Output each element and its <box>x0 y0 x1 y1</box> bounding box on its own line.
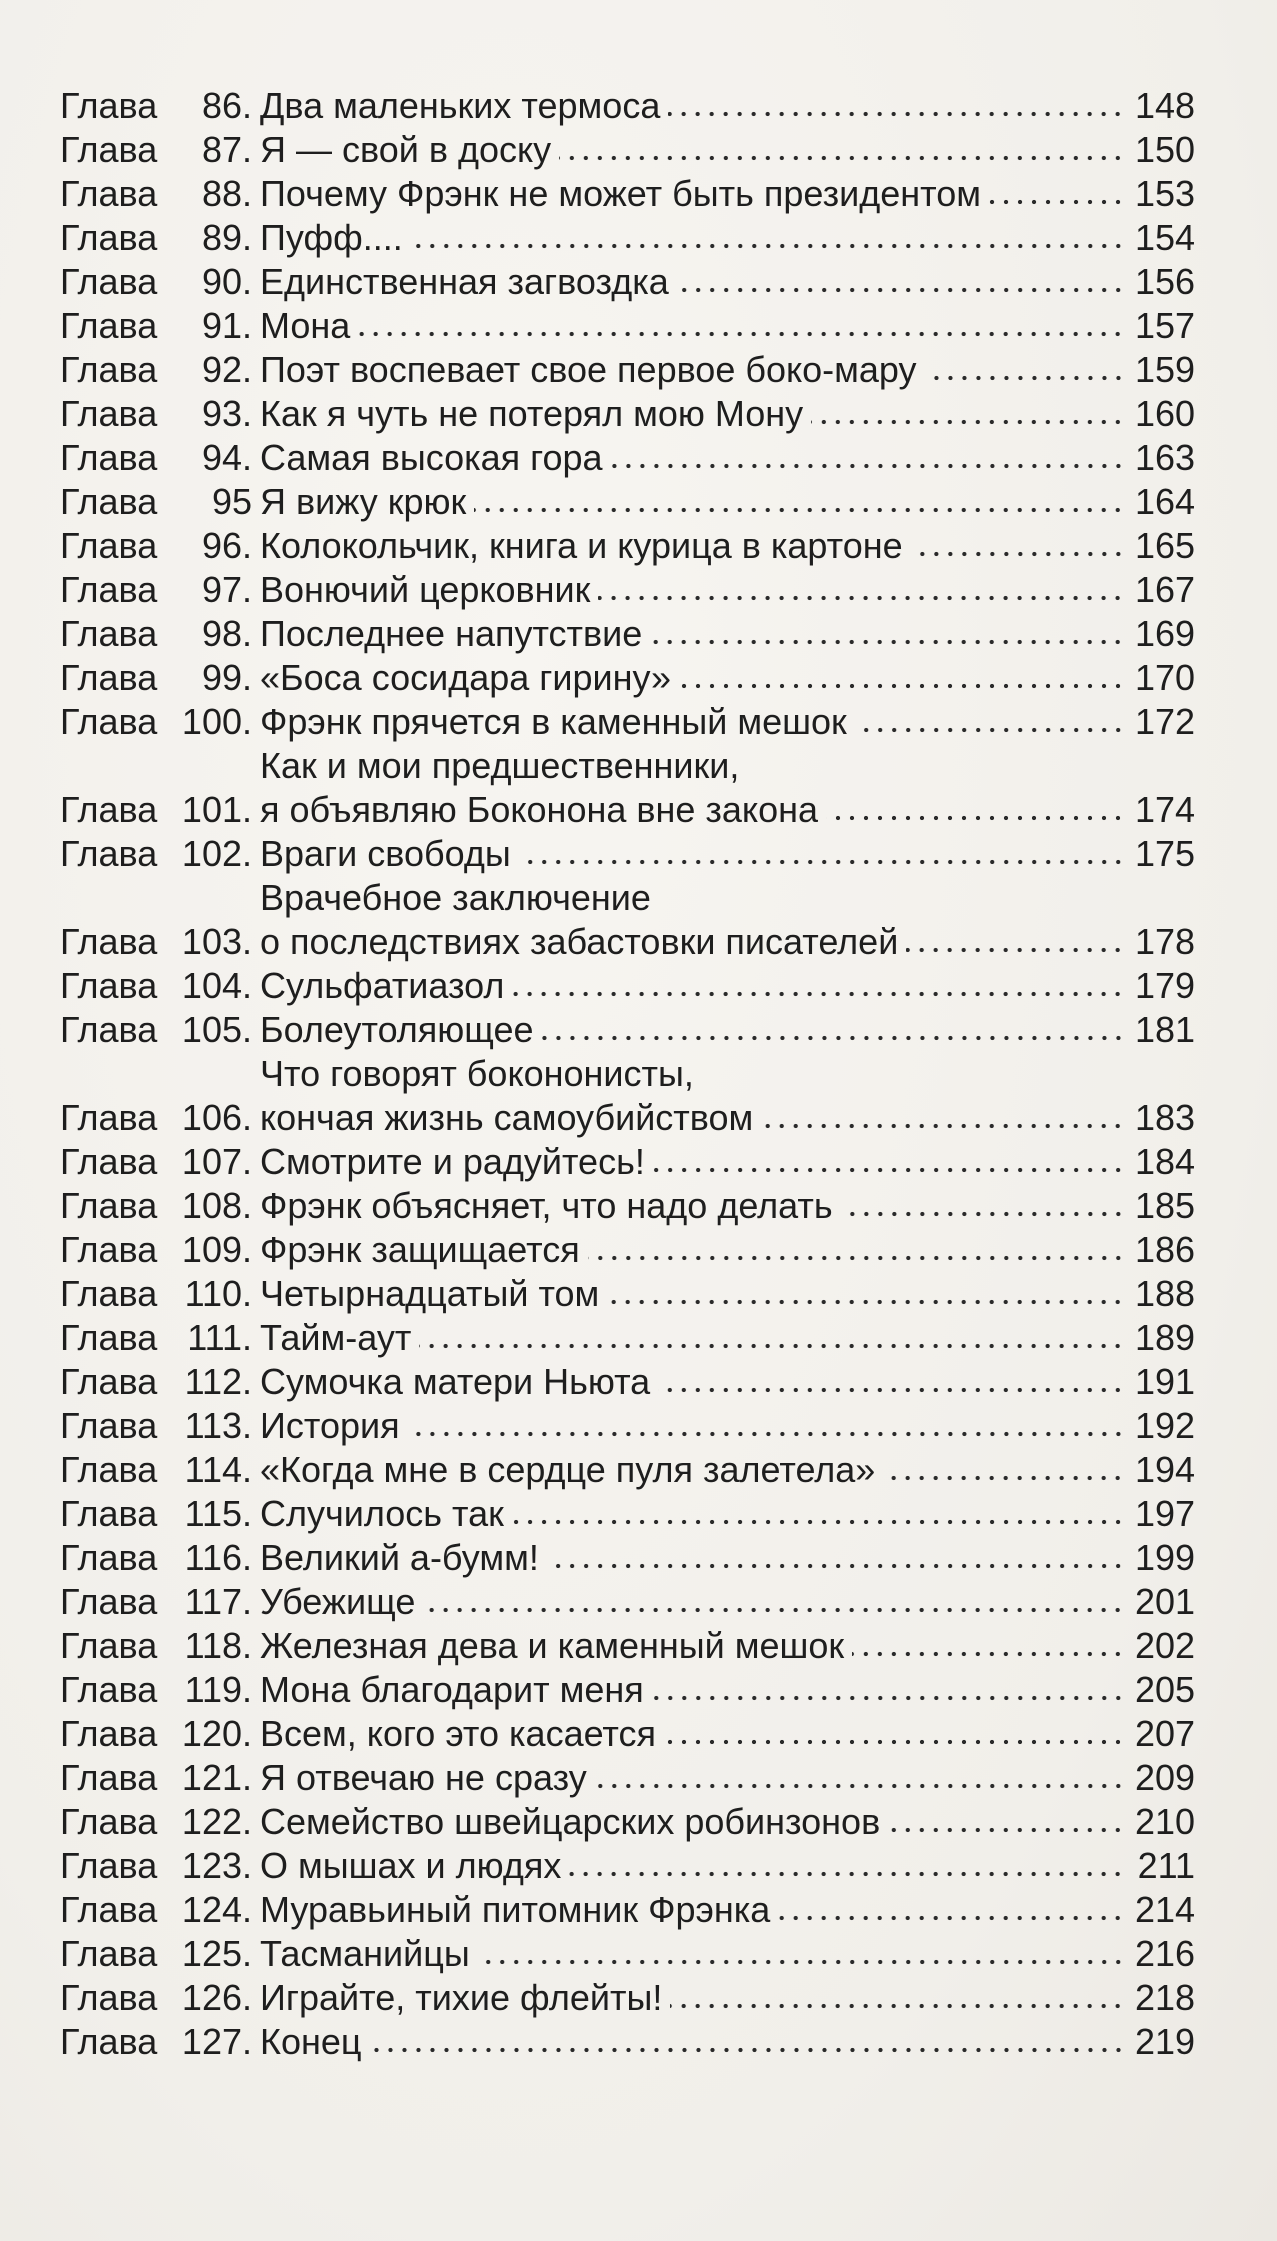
chapter-label: Глава <box>60 1317 158 1358</box>
chapter-label: Глава <box>60 789 158 830</box>
chapter-number: 114. <box>184 1449 252 1490</box>
toc-entry <box>60 1404 1195 1448</box>
toc-entry <box>60 304 1195 348</box>
chapter-number: 93. <box>201 393 252 434</box>
chapter-label: Глава <box>60 921 158 962</box>
chapter-title: Что говорят бокононисты, <box>260 1053 694 1094</box>
chapter-title: Как и мои предшественники, <box>260 745 740 786</box>
chapter-title: Конец <box>260 2021 362 2062</box>
chapter-title: Последнее напутствие <box>260 613 643 654</box>
chapter-label: Глава <box>60 1933 158 1974</box>
page-number: 218 <box>1135 1977 1196 2018</box>
toc-entry <box>60 348 1195 392</box>
toc-entry <box>60 480 1195 524</box>
page-number: 214 <box>1135 1889 1196 1930</box>
chapter-label: Глава <box>60 657 158 698</box>
chapter-title: Фрэнк прячется в каменный мешок <box>260 701 847 742</box>
toc-entry <box>60 216 1195 260</box>
chapter-number: 112. <box>184 1361 252 1402</box>
chapter-number: 98. <box>201 613 252 654</box>
table-of-contents <box>60 84 1195 2064</box>
dot-leader <box>811 419 1125 425</box>
chapter-label: Глава <box>60 261 158 302</box>
toc-entry <box>60 1316 1195 1360</box>
page-number: 174 <box>1135 789 1196 830</box>
chapter-label: Глава <box>60 1361 158 1402</box>
dot-leader <box>519 859 1125 865</box>
chapter-number: 100. <box>181 701 252 742</box>
toc-entry <box>60 1184 1195 1228</box>
page-number: 179 <box>1135 965 1196 1006</box>
chapter-title: Всем, кого это касается <box>260 1713 656 1754</box>
dot-leader <box>423 1607 1125 1613</box>
chapter-number: 102. <box>181 833 252 874</box>
dot-leader <box>911 551 1125 557</box>
dot-leader <box>652 1695 1125 1701</box>
chapter-title: Мона благодарит меня <box>260 1669 644 1710</box>
toc-entry <box>60 1756 1195 1800</box>
page-number: 156 <box>1135 261 1196 302</box>
chapter-title: о последствиях забастовки писателей <box>260 921 899 962</box>
chapter-number: 99. <box>201 657 252 698</box>
toc-entry <box>60 1844 1195 1888</box>
page-number: 219 <box>1135 2021 1196 2062</box>
toc-entry <box>60 1360 1195 1404</box>
chapter-number: 103. <box>181 921 252 962</box>
chapter-number: 104. <box>181 965 252 1006</box>
chapter-number: 116. <box>184 1537 252 1578</box>
chapter-title: Играйте, тихие флейты! <box>260 1977 663 2018</box>
chapter-number: 94. <box>201 437 252 478</box>
chapter-title: Поэт воспевает свое первое боко-мару <box>260 349 917 390</box>
page-number: 188 <box>1135 1273 1196 1314</box>
chapter-title: Враги свободы <box>260 833 511 874</box>
dot-leader <box>664 1739 1125 1745</box>
chapter-title: Смотрите и радуйтесь! <box>260 1141 645 1182</box>
chapter-number: 117. <box>184 1581 252 1622</box>
page-number: 205 <box>1135 1669 1196 1710</box>
toc-entry <box>60 964 1195 1008</box>
chapter-number: 123. <box>181 1845 252 1886</box>
chapter-title: Два маленьких термоса <box>260 85 661 126</box>
chapter-label: Глава <box>60 569 158 610</box>
chapter-title: Почему Фрэнк не может быть президентом <box>260 173 981 214</box>
page-number: 178 <box>1135 921 1196 962</box>
toc-entry <box>60 656 1195 700</box>
dot-leader <box>595 1783 1125 1789</box>
dot-leader <box>588 1255 1125 1261</box>
chapter-label: Глава <box>60 1801 158 1842</box>
chapter-title: О мышах и людях <box>260 1845 562 1886</box>
chapter-label: Глава <box>60 1977 158 2018</box>
page-number: 194 <box>1135 1449 1196 1490</box>
chapter-label: Глава <box>60 833 158 874</box>
chapter-label: Глава <box>60 525 158 566</box>
chapter-label: Глава <box>60 2021 158 2062</box>
chapter-title: Я вижу крюк <box>260 481 467 522</box>
toc-entry <box>60 568 1195 612</box>
toc-entry <box>60 392 1195 436</box>
toc-entry <box>60 1140 1195 1184</box>
page-number: 210 <box>1135 1801 1196 1842</box>
chapter-number: 111. <box>187 1317 252 1358</box>
dot-leader <box>778 1915 1125 1921</box>
chapter-label: Глава <box>60 85 158 126</box>
chapter-number: 122. <box>181 1801 252 1842</box>
page-number: 175 <box>1135 833 1196 874</box>
toc-entry <box>60 1624 1195 1668</box>
toc-entry <box>60 1052 1195 1140</box>
page-number: 186 <box>1135 1229 1196 1270</box>
dot-leader <box>411 243 1125 249</box>
toc-entry <box>60 1272 1195 1316</box>
toc-entry <box>60 612 1195 656</box>
chapter-label: Глава <box>60 613 158 654</box>
chapter-title: Болеутоляющее <box>260 1009 534 1050</box>
chapter-number: 106. <box>181 1097 252 1138</box>
toc-entry <box>60 1712 1195 1756</box>
dot-leader <box>611 463 1125 469</box>
page-number: 183 <box>1135 1097 1196 1138</box>
dot-leader <box>478 1959 1125 1965</box>
chapter-title: Великий а-бумм! <box>260 1537 539 1578</box>
dot-leader <box>370 2047 1125 2053</box>
chapter-number: 109. <box>181 1229 252 1270</box>
toc-entry <box>60 172 1195 216</box>
chapter-label: Глава <box>60 965 158 1006</box>
chapter-number: 90. <box>201 261 252 302</box>
chapter-title: Убежище <box>260 1581 416 1622</box>
dot-leader <box>607 1299 1125 1305</box>
chapter-title: Пуфф.... <box>260 217 403 258</box>
chapter-title: Как я чуть не потерял мою Мону <box>260 393 804 434</box>
dot-leader <box>408 1431 1125 1437</box>
dot-leader <box>925 375 1125 381</box>
toc-entry <box>60 700 1195 744</box>
page-number: 197 <box>1135 1493 1196 1534</box>
dot-leader <box>670 2003 1125 2009</box>
chapter-number: 97. <box>201 569 252 610</box>
page-number: 199 <box>1135 1537 1196 1578</box>
toc-entry <box>60 1668 1195 1712</box>
chapter-title: Фрэнк защищается <box>260 1229 580 1270</box>
page-number: 153 <box>1135 173 1196 214</box>
chapter-title: Самая высокая гора <box>260 437 603 478</box>
page-number: 150 <box>1135 129 1196 170</box>
chapter-label: Глава <box>60 1097 158 1138</box>
dot-leader <box>547 1563 1125 1569</box>
dot-leader <box>826 815 1125 821</box>
chapter-label: Глава <box>60 481 158 522</box>
chapter-number: 108. <box>181 1185 252 1226</box>
page-number: 184 <box>1135 1141 1196 1182</box>
chapter-number: 125. <box>181 1933 252 1974</box>
chapter-label: Глава <box>60 1669 158 1710</box>
toc-entry <box>60 876 1195 964</box>
chapter-title: Случилось так <box>260 1493 504 1534</box>
page-number: 191 <box>1135 1361 1196 1402</box>
chapter-number: 91. <box>201 305 252 346</box>
chapter-number: 119. <box>184 1669 252 1710</box>
chapter-number: 127. <box>181 2021 252 2062</box>
chapter-number: 110. <box>184 1273 252 1314</box>
chapter-number: 107. <box>181 1141 252 1182</box>
dot-leader <box>658 1387 1125 1393</box>
page-number: 160 <box>1135 393 1196 434</box>
chapter-label: Глава <box>60 1009 158 1050</box>
page-number: 201 <box>1135 1581 1196 1622</box>
chapter-number: 115. <box>184 1493 252 1534</box>
page-number: 148 <box>1135 85 1196 126</box>
toc-entry <box>60 1536 1195 1580</box>
chapter-label: Глава <box>60 393 158 434</box>
chapter-label: Глава <box>60 1845 158 1886</box>
chapter-number: 120. <box>181 1713 252 1754</box>
chapter-title: я объявляю Боконона вне закона <box>260 789 818 830</box>
chapter-title: Сумочка матери Ньюта <box>260 1361 651 1402</box>
page-number: 211 <box>1137 1845 1195 1886</box>
toc-entry <box>60 1932 1195 1976</box>
chapter-title: Мона <box>260 305 351 346</box>
page-number: 209 <box>1135 1757 1196 1798</box>
dot-leader <box>653 1167 1125 1173</box>
page-number: 189 <box>1135 1317 1196 1358</box>
dot-leader <box>841 1211 1125 1217</box>
chapter-number: 87. <box>201 129 252 170</box>
dot-leader <box>888 1827 1125 1833</box>
dot-leader <box>677 287 1125 293</box>
chapter-label: Глава <box>60 1713 158 1754</box>
dot-leader <box>650 639 1125 645</box>
chapter-number: 105. <box>181 1009 252 1050</box>
page-number: 154 <box>1135 217 1196 258</box>
chapter-title: Врачебное заключение <box>260 877 651 918</box>
dot-leader <box>598 595 1125 601</box>
chapter-label: Глава <box>60 349 158 390</box>
chapter-label: Глава <box>60 1889 158 1930</box>
chapter-label: Глава <box>60 1185 158 1226</box>
chapter-label: Глава <box>60 701 158 742</box>
chapter-label: Глава <box>60 1581 158 1622</box>
chapter-label: Глава <box>60 217 158 258</box>
chapter-label: Глава <box>60 1141 158 1182</box>
page-number: 157 <box>1135 305 1196 346</box>
dot-leader <box>569 1871 1125 1877</box>
chapter-number: 88. <box>201 173 252 214</box>
chapter-label: Глава <box>60 305 158 346</box>
chapter-number: 92. <box>201 349 252 390</box>
page-number: 169 <box>1135 613 1196 654</box>
toc-entry <box>60 1492 1195 1536</box>
chapter-title: Тайм-аут <box>260 1317 412 1358</box>
page-number: 207 <box>1135 1713 1196 1754</box>
dot-leader <box>512 991 1125 997</box>
toc-entry <box>60 1800 1195 1844</box>
toc-entry <box>60 1008 1195 1052</box>
toc-entry <box>60 260 1195 304</box>
chapter-title: «Боса сосидара гирину» <box>260 657 671 698</box>
dot-leader <box>761 1123 1125 1129</box>
chapter-label: Глава <box>60 1493 158 1534</box>
chapter-number: 95 <box>211 481 252 522</box>
dot-leader <box>679 683 1125 689</box>
toc-entry <box>60 744 1195 832</box>
page-number: 167 <box>1135 569 1196 610</box>
chapter-label: Глава <box>60 129 158 170</box>
chapter-title: Сульфатиазол <box>260 965 505 1006</box>
chapter-label: Глава <box>60 1229 158 1270</box>
page-number: 172 <box>1135 701 1196 742</box>
toc-entry <box>60 832 1195 876</box>
toc-entry <box>60 1888 1195 1932</box>
chapter-title: Фрэнк объясняет, что надо делать <box>260 1185 833 1226</box>
chapter-number: 118. <box>184 1625 252 1666</box>
chapter-title: Муравьиный питомник Фрэнка <box>260 1889 771 1930</box>
dot-leader <box>855 727 1125 733</box>
toc-entry <box>60 84 1195 128</box>
chapter-title: Вонючий церковник <box>260 569 591 610</box>
chapter-number: 124. <box>181 1889 252 1930</box>
page-number: 181 <box>1135 1009 1196 1050</box>
dot-leader <box>474 507 1125 513</box>
dot-leader <box>419 1343 1125 1349</box>
chapter-label: Глава <box>60 437 158 478</box>
chapter-label: Глава <box>60 1757 158 1798</box>
page-number: 170 <box>1135 657 1196 698</box>
chapter-label: Глава <box>60 1273 158 1314</box>
chapter-title: Единственная загвоздка <box>260 261 669 302</box>
dot-leader <box>906 947 1125 953</box>
page-number: 185 <box>1135 1185 1196 1226</box>
dot-leader <box>668 111 1125 117</box>
dot-leader <box>883 1475 1125 1481</box>
chapter-number: 101. <box>181 789 252 830</box>
chapter-label: Глава <box>60 173 158 214</box>
chapter-number: 113. <box>184 1405 252 1446</box>
chapter-number: 126. <box>181 1977 252 2018</box>
chapter-title: Я отвечаю не сразу <box>260 1757 587 1798</box>
chapter-title: Я — свой в доску <box>260 129 552 170</box>
dot-leader <box>989 199 1125 205</box>
dot-leader <box>542 1035 1125 1041</box>
chapter-title: История <box>260 1405 400 1446</box>
chapter-number: 121. <box>181 1757 252 1798</box>
toc-entry <box>60 436 1195 480</box>
chapter-title: Семейство швейцарских робинзонов <box>260 1801 881 1842</box>
chapter-label: Глава <box>60 1625 158 1666</box>
dot-leader <box>852 1651 1125 1657</box>
chapter-title: Колокольчик, книга и курица в картоне <box>260 525 903 566</box>
page-number: 165 <box>1135 525 1196 566</box>
chapter-label: Глава <box>60 1537 158 1578</box>
chapter-title: Четырнадцатый том <box>260 1273 600 1314</box>
toc-entry <box>60 1448 1195 1492</box>
page-number: 163 <box>1135 437 1196 478</box>
toc-entry <box>60 524 1195 568</box>
page-number: 202 <box>1135 1625 1196 1666</box>
toc-entry <box>60 1976 1195 2020</box>
toc-entry <box>60 2020 1195 2064</box>
chapter-title: «Когда мне в сердце пуля залетела» <box>260 1449 876 1490</box>
chapter-label: Глава <box>60 1405 158 1446</box>
toc-entry <box>60 1580 1195 1624</box>
toc-entry <box>60 128 1195 172</box>
chapter-title: Железная дева и каменный мешок <box>260 1625 845 1666</box>
page-number: 159 <box>1135 349 1196 390</box>
chapter-number: 86. <box>201 85 252 126</box>
chapter-label: Глава <box>60 1449 158 1490</box>
dot-leader <box>358 331 1125 337</box>
dot-leader <box>512 1519 1125 1525</box>
dot-leader <box>559 155 1125 161</box>
chapter-number: 96. <box>201 525 252 566</box>
chapter-title: кончая жизнь самоубийством <box>260 1097 754 1138</box>
chapter-title: Тасманийцы <box>260 1933 470 1974</box>
page-number: 216 <box>1135 1933 1196 1974</box>
page-number: 192 <box>1135 1405 1196 1446</box>
chapter-number: 89. <box>201 217 252 258</box>
page-number: 164 <box>1135 481 1196 522</box>
toc-entry <box>60 1228 1195 1272</box>
